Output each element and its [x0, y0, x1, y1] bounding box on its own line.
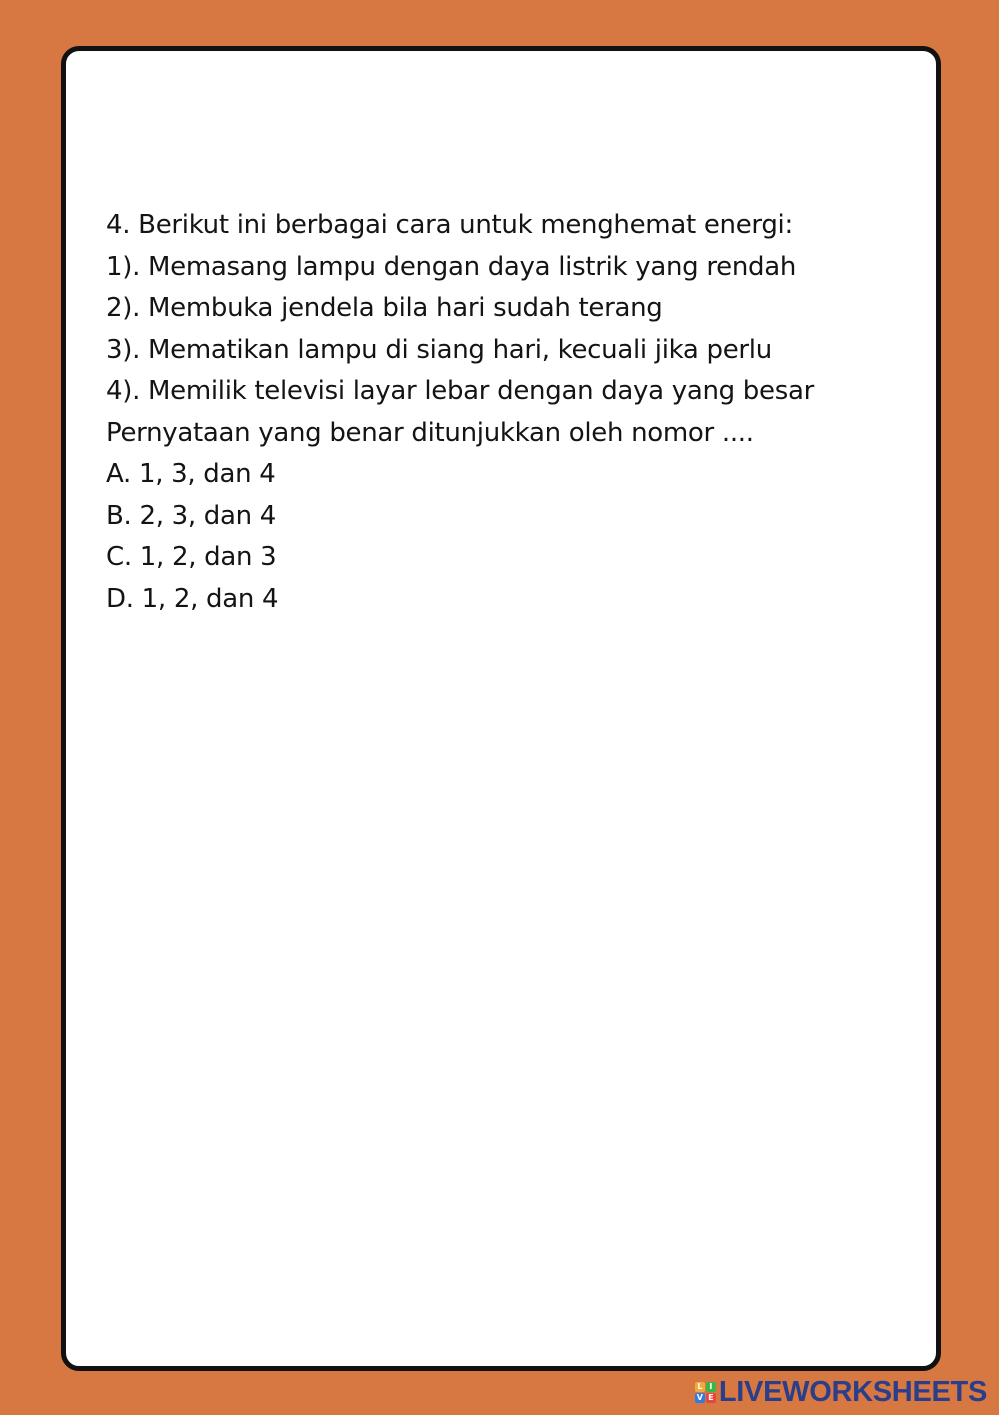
question-block — [106, 205, 906, 620]
option-c[interactable]: C. 1, 2, dan 3 — [106, 542, 277, 572]
statement-3: 3). Mematikan lampu di siang hari, kecuali jika perlu — [106, 334, 772, 365]
statement-2: 2). Membuka jendela bila hari sudah terang — [106, 293, 663, 323]
statement-4: 4). Memilik televisi layar lebar dengan daya yang besar — [106, 376, 814, 406]
option-b[interactable]: B. 2, 3, dan 4 — [106, 500, 277, 531]
liveworksheets-brand[interactable] — [695, 1376, 987, 1409]
option-d[interactable]: D. 1, 2, dan 4 — [106, 583, 279, 614]
logo-letter-i: I — [706, 1382, 716, 1392]
question-prompt: Pernyataan yang benar ditunjukkan oleh nomor .... — [106, 417, 754, 448]
statement-1: 1). Memasang lampu dengan daya listrik yang rendah — [106, 251, 797, 282]
logo-letter-v: V — [696, 1393, 703, 1402]
logo-letter-l: L — [695, 1382, 705, 1392]
liveworksheets-logo-icon — [695, 1382, 716, 1403]
worksheet-card — [61, 46, 941, 1371]
option-a[interactable]: A. 1, 3, dan 4 — [106, 459, 276, 489]
logo-letter-e: E — [706, 1393, 716, 1403]
brand-name: LIVEWORKSHEETS — [718, 1376, 987, 1408]
question-stem: 4. Berikut ini berbagai cara untuk menghemat energi: — [106, 210, 793, 240]
